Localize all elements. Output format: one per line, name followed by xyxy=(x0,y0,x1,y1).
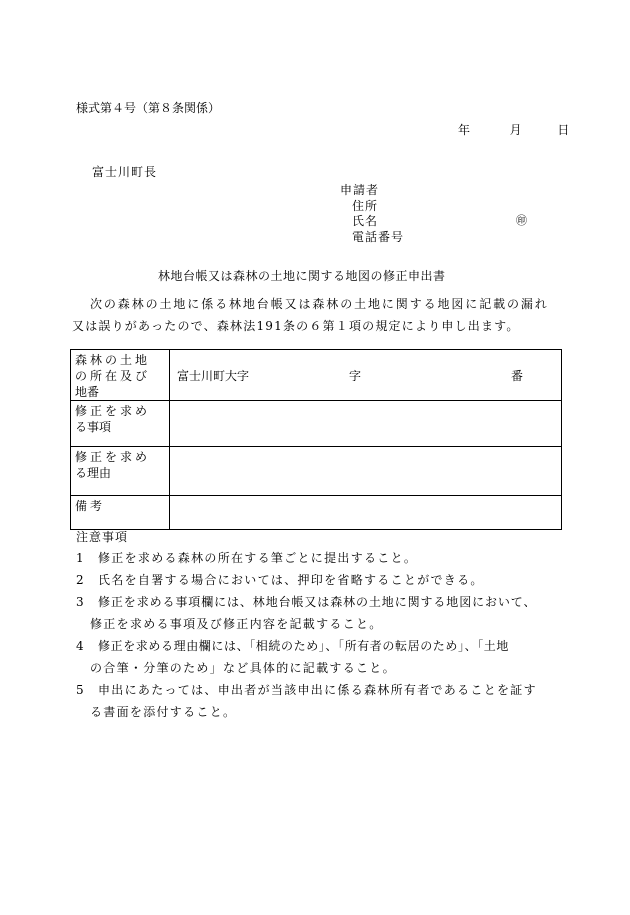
body-line-1: 次の森林の土地に係る林地台帳又は森林の土地に関する地図に記載の漏れ xyxy=(90,297,549,311)
applicant-address-label: 住所 xyxy=(352,199,379,213)
correction-label-cell xyxy=(71,401,170,447)
applicant-name-label: 氏名 xyxy=(352,214,379,228)
applicant-label: 申請者 xyxy=(340,183,380,197)
reason-label-line-1: 修正を求め xyxy=(75,450,151,464)
note-text-line-2: る書面を添付すること。 xyxy=(90,705,237,719)
note-text-line-2: 修正を求める事項及び修正内容を記載すること。 xyxy=(90,617,383,631)
request-table xyxy=(70,349,562,530)
form-number: 様式第４号（第８条関係） xyxy=(76,101,221,115)
applicant-phone-label: 電話番号 xyxy=(352,230,405,244)
correction-label-line-1: 修正を求め xyxy=(75,404,151,418)
date-month-label: 月 xyxy=(509,123,522,137)
note-item-1 xyxy=(76,547,566,569)
location-label-line-1: 森林の土地 xyxy=(75,353,151,367)
note-item-4 xyxy=(76,635,566,679)
location-aza-label: 字 xyxy=(349,369,362,383)
note-text-line-1: 修正を求める森林の所在する筆ごとに提出すること。 xyxy=(98,551,418,565)
note-item-3 xyxy=(76,591,566,635)
date-line xyxy=(458,123,569,137)
note-text-line-2: の合筆・分筆のため」など具体的に記載すること。 xyxy=(90,661,396,675)
note-item-5 xyxy=(76,679,566,723)
table-row-correction xyxy=(71,401,562,447)
correction-label-line-2: る事項 xyxy=(75,420,112,434)
date-year-label: 年 xyxy=(458,123,471,137)
reason-label-line-2: る理由 xyxy=(75,466,112,480)
remarks-label: 備考 xyxy=(75,499,106,513)
note-item-2 xyxy=(76,569,566,591)
location-address xyxy=(177,369,551,383)
body-line-2: 又は誤りがあったので、森林法191条の６第１項の規定により申し出ます。 xyxy=(72,319,520,333)
reason-value-cell[interactable] xyxy=(170,447,562,496)
location-label-line-2: の所在及び xyxy=(75,369,151,383)
note-number: 4 xyxy=(76,639,84,653)
table-row-location xyxy=(71,350,562,401)
notes-title: 注意事項 xyxy=(76,530,129,544)
note-number: 1 xyxy=(76,551,84,565)
location-value-cell[interactable] xyxy=(170,350,562,401)
note-number: 3 xyxy=(76,595,84,609)
reason-label-cell xyxy=(71,447,170,496)
note-text-line-1: 修正を求める理由欄には、「相続のため」、「所有者の転居のため」、「土地 xyxy=(98,639,510,653)
location-town-label: 富士川町大字 xyxy=(177,369,250,383)
note-number: 2 xyxy=(76,573,84,587)
table-row-remarks xyxy=(71,496,562,530)
location-ban-label: 番 xyxy=(511,369,524,383)
note-number: 5 xyxy=(76,683,84,697)
recipient: 富士川町長 xyxy=(92,165,158,179)
correction-value-cell[interactable] xyxy=(170,401,562,447)
seal-mark: ㊞ xyxy=(516,214,527,227)
note-text-line-1: 申出にあたっては、申出者が当該申出に係る森林所有者であることを証す xyxy=(98,683,537,697)
location-label-line-3: 地番 xyxy=(75,385,100,399)
document-title: 林地台帳又は森林の土地に関する地図の修正申出書 xyxy=(158,269,446,283)
body-paragraph xyxy=(72,293,549,337)
note-text-line-1: 氏名を自署する場合においては、押印を省略することができる。 xyxy=(98,573,484,587)
table-row-reason xyxy=(71,447,562,496)
note-text-line-1: 修正を求める事項欄には、林地台帳又は森林の土地に関する地図において、 xyxy=(98,595,537,609)
remarks-label-cell xyxy=(71,496,170,530)
date-day-label: 日 xyxy=(557,123,570,137)
location-label-cell xyxy=(71,350,170,401)
remarks-value-cell[interactable] xyxy=(170,496,562,530)
